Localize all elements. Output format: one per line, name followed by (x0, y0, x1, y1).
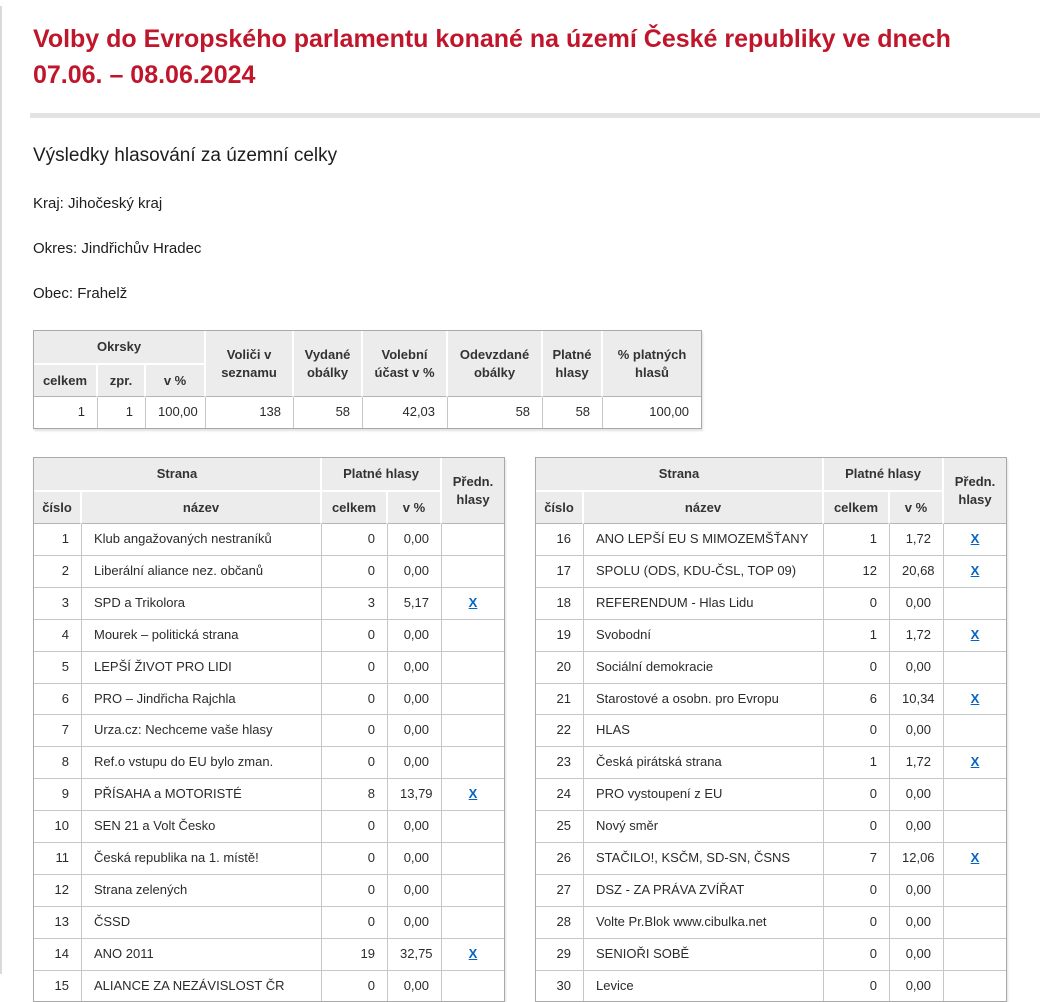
party-pref-cell (442, 652, 504, 684)
party-name: SPOLU (ODS, KDU-ČSL, TOP 09) (584, 556, 824, 588)
party-number: 18 (536, 588, 584, 620)
party-votes-pct: 0,00 (890, 715, 944, 747)
party-votes-pct: 0,00 (388, 652, 442, 684)
party-row (536, 907, 1006, 939)
party-row (536, 971, 1006, 1002)
party-number: 20 (536, 652, 584, 684)
left-subheader-nazev: název (82, 492, 322, 525)
summary-header-ucast: Volební účast v % (363, 331, 448, 397)
party-name: Volte Pr.Blok www.cibulka.net (584, 907, 824, 939)
party-row (34, 620, 504, 652)
party-pref-cell (442, 684, 504, 716)
right-subheader-nazev: název (584, 492, 824, 525)
party-row (34, 907, 504, 939)
party-pref-cell (944, 684, 1006, 716)
party-row (536, 684, 1006, 716)
preferential-votes-link[interactable]: X (970, 626, 980, 642)
party-name: Strana zelených (82, 875, 322, 907)
party-name: PŘÍSAHA a MOTORISTÉ (82, 779, 322, 811)
party-votes-total: 0 (824, 588, 890, 620)
party-number: 4 (34, 620, 82, 652)
party-number: 5 (34, 652, 82, 684)
party-pref-cell (442, 620, 504, 652)
summary-okrsky-celkem: 1 (34, 397, 98, 428)
party-votes-pct: 0,00 (890, 779, 944, 811)
party-name: LEPŠÍ ŽIVOT PRO LIDI (82, 652, 322, 684)
party-name: Levice (584, 971, 824, 1002)
party-row (536, 652, 1006, 684)
preferential-votes-link[interactable]: X (970, 562, 980, 578)
party-votes-pct: 20,68 (890, 556, 944, 588)
party-number: 28 (536, 907, 584, 939)
summary-volici: 138 (206, 397, 294, 428)
party-tables (33, 457, 1039, 1002)
party-row (536, 843, 1006, 875)
party-row (34, 715, 504, 747)
party-votes-pct: 0,00 (388, 620, 442, 652)
party-pref-cell (442, 588, 504, 620)
party-votes-total: 0 (322, 811, 388, 843)
party-number: 24 (536, 779, 584, 811)
party-pref-cell (944, 747, 1006, 779)
left-header-strana: Strana (34, 458, 322, 492)
party-votes-total: 0 (824, 652, 890, 684)
party-name: PRO – Jindřicha Rajchla (82, 684, 322, 716)
party-votes-total: 1 (824, 524, 890, 556)
summary-header-vydane: Vydané obálky (294, 331, 363, 397)
party-votes-pct: 0,00 (388, 556, 442, 588)
party-number: 3 (34, 588, 82, 620)
party-name: DSZ - ZA PRÁVA ZVÍŘAT (584, 875, 824, 907)
party-number: 22 (536, 715, 584, 747)
summary-platne: 58 (543, 397, 603, 428)
summary-pct-platnych: 100,00 (603, 397, 701, 428)
party-row (34, 843, 504, 875)
summary-header-odevzdane: Odevzdané obálky (448, 331, 543, 397)
party-votes-pct: 1,72 (890, 747, 944, 779)
left-subheader-celkem: celkem (322, 492, 388, 525)
party-number: 13 (34, 907, 82, 939)
party-row (536, 811, 1006, 843)
party-row (536, 588, 1006, 620)
party-votes-total: 0 (322, 652, 388, 684)
party-number: 2 (34, 556, 82, 588)
party-votes-pct: 0,00 (890, 588, 944, 620)
party-name: ALIANCE ZA NEZÁVISLOST ČR (82, 971, 322, 1002)
party-pref-cell (944, 620, 1006, 652)
party-row (34, 747, 504, 779)
party-votes-pct: 32,75 (388, 939, 442, 971)
party-name: Česká pirátská strana (584, 747, 824, 779)
summary-okrsky-v-pct: 100,00 (146, 397, 206, 428)
left-header-predn-hlasy: Předn. hlasy (442, 458, 504, 524)
party-number: 16 (536, 524, 584, 556)
party-votes-total: 0 (322, 971, 388, 1002)
party-pref-cell (442, 715, 504, 747)
page-left-edge (0, 6, 2, 974)
party-votes-total: 0 (322, 524, 388, 556)
party-number: 21 (536, 684, 584, 716)
party-row (536, 556, 1006, 588)
party-number: 9 (34, 779, 82, 811)
party-votes-pct: 0,00 (388, 971, 442, 1002)
party-pref-cell (944, 875, 1006, 907)
party-votes-total: 0 (824, 939, 890, 971)
party-number: 14 (34, 939, 82, 971)
party-table-right (535, 457, 1007, 1002)
party-name: Česká republika na 1. místě! (82, 843, 322, 875)
section-title: Výsledky hlasování za územní celky (33, 145, 338, 166)
party-pref-cell (442, 779, 504, 811)
party-number: 11 (34, 843, 82, 875)
party-row (34, 524, 504, 556)
party-votes-total: 1 (824, 747, 890, 779)
summary-header-platne: Platné hlasy (543, 331, 603, 397)
party-row (536, 620, 1006, 652)
summary-vydane: 58 (294, 397, 363, 428)
party-name: REFERENDUM - Hlas Lidu (584, 588, 824, 620)
party-number: 7 (34, 715, 82, 747)
summary-table (33, 330, 702, 429)
party-row (34, 779, 504, 811)
right-header-strana: Strana (536, 458, 824, 492)
party-row (34, 939, 504, 971)
party-name: SPD a Trikolora (82, 588, 322, 620)
party-pref-cell (944, 843, 1006, 875)
party-number: 8 (34, 747, 82, 779)
party-pref-cell (944, 971, 1006, 1002)
summary-subheader-celkem: celkem (34, 365, 98, 398)
party-number: 15 (34, 971, 82, 1002)
left-header-platne-hlasy: Platné hlasy (322, 458, 442, 492)
summary-ucast: 42,03 (363, 397, 448, 428)
summary-subheader-v-pct: v % (146, 365, 206, 398)
party-votes-pct: 0,00 (388, 747, 442, 779)
party-row (34, 588, 504, 620)
party-votes-total: 3 (322, 588, 388, 620)
party-name: SEN 21 a Volt Česko (82, 811, 322, 843)
party-pref-cell (442, 811, 504, 843)
party-votes-pct: 1,72 (890, 524, 944, 556)
summary-data-row (34, 397, 701, 428)
party-name: STAČILO!, KSČM, SD-SN, ČSNS (584, 843, 824, 875)
party-votes-total: 0 (824, 715, 890, 747)
party-name: Nový směr (584, 811, 824, 843)
party-row (34, 684, 504, 716)
party-votes-total: 0 (824, 907, 890, 939)
party-name: Svobodní (584, 620, 824, 652)
party-name: SENIOŘI SOBĚ (584, 939, 824, 971)
party-votes-total: 6 (824, 684, 890, 716)
party-votes-total: 0 (824, 779, 890, 811)
party-votes-pct: 0,00 (388, 684, 442, 716)
party-votes-pct: 0,00 (890, 971, 944, 1002)
party-pref-cell (442, 843, 504, 875)
preferential-votes-link[interactable]: X (970, 690, 980, 706)
party-number: 25 (536, 811, 584, 843)
preferential-votes-link[interactable]: X (468, 945, 478, 961)
preferential-votes-link[interactable]: X (970, 531, 980, 547)
okres-value: Jindřichův Hradec (81, 240, 202, 257)
party-name: Liberální aliance nez. občanů (82, 556, 322, 588)
party-pref-cell (944, 588, 1006, 620)
right-subheader-celkem: celkem (824, 492, 890, 525)
party-row (34, 875, 504, 907)
party-table-left (33, 457, 505, 1002)
party-votes-total: 19 (322, 939, 388, 971)
preferential-votes-link[interactable]: X (468, 786, 478, 802)
right-header-predn-hlasy: Předn. hlasy (944, 458, 1006, 524)
party-row (536, 524, 1006, 556)
party-row (536, 747, 1006, 779)
right-header-platne-hlasy: Platné hlasy (824, 458, 944, 492)
party-pref-cell (944, 652, 1006, 684)
party-votes-pct: 10,34 (890, 684, 944, 716)
party-name: Ref.o vstupu do EU bylo zman. (82, 747, 322, 779)
region-obec (33, 257, 1039, 302)
party-votes-pct: 0,00 (388, 715, 442, 747)
party-votes-total: 8 (322, 779, 388, 811)
party-number: 27 (536, 875, 584, 907)
party-votes-total: 0 (322, 875, 388, 907)
kraj-label: Kraj: (33, 195, 64, 212)
preferential-votes-link[interactable]: X (970, 849, 980, 865)
party-number: 1 (34, 524, 82, 556)
party-name: Urza.cz: Nechceme vaše hlasy (82, 715, 322, 747)
party-pref-cell (944, 556, 1006, 588)
party-pref-cell (944, 779, 1006, 811)
party-votes-total: 0 (824, 971, 890, 1002)
party-name: ČSSD (82, 907, 322, 939)
party-row (536, 779, 1006, 811)
party-number: 12 (34, 875, 82, 907)
party-name: HLAS (584, 715, 824, 747)
party-pref-cell (442, 971, 504, 1002)
party-votes-pct: 0,00 (388, 524, 442, 556)
party-votes-total: 0 (322, 684, 388, 716)
party-votes-pct: 0,00 (388, 907, 442, 939)
party-votes-total: 1 (824, 620, 890, 652)
summary-header-volici: Voliči v seznamu (206, 331, 294, 397)
right-subheader-cislo: číslo (536, 492, 584, 525)
summary-subheader-zpr: zpr. (98, 365, 146, 398)
party-row (34, 971, 504, 1002)
party-votes-pct: 5,17 (388, 588, 442, 620)
party-row (34, 811, 504, 843)
party-votes-pct: 1,72 (890, 620, 944, 652)
party-pref-cell (442, 907, 504, 939)
party-votes-pct: 0,00 (388, 843, 442, 875)
party-name: PRO vystoupení z EU (584, 779, 824, 811)
party-name: Sociální demokracie (584, 652, 824, 684)
party-row (536, 715, 1006, 747)
summary-okrsky-zpr: 1 (98, 397, 146, 428)
party-pref-cell (944, 811, 1006, 843)
party-pref-cell (944, 907, 1006, 939)
party-votes-total: 0 (322, 907, 388, 939)
left-subheader-cislo: číslo (34, 492, 82, 525)
page-title: Volby do Evropského parlamentu konané na území České republiky ve dnech 07.06. – 08.06.2024 (33, 25, 951, 89)
party-votes-total: 0 (824, 811, 890, 843)
summary-header-okrsky: Okrsky (34, 331, 206, 365)
party-pref-cell (944, 939, 1006, 971)
summary-odevzdane: 58 (448, 397, 543, 428)
region-kraj (33, 167, 1039, 212)
preferential-votes-link[interactable]: X (970, 754, 980, 770)
party-votes-pct: 13,79 (388, 779, 442, 811)
party-votes-pct: 0,00 (890, 939, 944, 971)
party-votes-pct: 0,00 (388, 875, 442, 907)
party-votes-total: 12 (824, 556, 890, 588)
party-pref-cell (442, 747, 504, 779)
party-number: 29 (536, 939, 584, 971)
summary-header-pct-platnych: % platných hlasů (603, 331, 701, 397)
party-votes-total: 0 (322, 747, 388, 779)
party-name: ANO 2011 (82, 939, 322, 971)
party-pref-cell (442, 524, 504, 556)
preferential-votes-link[interactable]: X (468, 594, 478, 610)
party-row (34, 556, 504, 588)
party-name: Klub angažovaných nestraníků (82, 524, 322, 556)
party-votes-total: 0 (322, 715, 388, 747)
party-votes-total: 7 (824, 843, 890, 875)
party-name: ANO LEPŠÍ EU S MIMOZEMŠŤANY (584, 524, 824, 556)
party-votes-pct: 0,00 (890, 907, 944, 939)
party-votes-pct: 12,06 (890, 843, 944, 875)
party-votes-pct: 0,00 (890, 652, 944, 684)
party-name: Starostové a osobn. pro Evropu (584, 684, 824, 716)
party-votes-pct: 0,00 (388, 811, 442, 843)
region-okres (33, 212, 1039, 257)
party-number: 10 (34, 811, 82, 843)
party-row (34, 652, 504, 684)
right-subheader-v-pct: v % (890, 492, 944, 525)
party-votes-total: 0 (322, 620, 388, 652)
party-number: 30 (536, 971, 584, 1002)
party-votes-pct: 0,00 (890, 811, 944, 843)
party-name: Mourek – politická strana (82, 620, 322, 652)
party-row (536, 875, 1006, 907)
party-number: 17 (536, 556, 584, 588)
party-pref-cell (442, 875, 504, 907)
party-pref-cell (944, 715, 1006, 747)
title-divider (30, 113, 1040, 118)
party-votes-total: 0 (824, 875, 890, 907)
party-number: 6 (34, 684, 82, 716)
party-number: 23 (536, 747, 584, 779)
left-subheader-v-pct: v % (388, 492, 442, 525)
party-pref-cell (442, 556, 504, 588)
party-number: 26 (536, 843, 584, 875)
party-pref-cell (442, 939, 504, 971)
obec-value: Frahelž (77, 285, 128, 302)
okres-label: Okres: (33, 240, 78, 257)
kraj-value: Jihočeský kraj (68, 195, 163, 212)
party-votes-total: 0 (322, 556, 388, 588)
party-number: 19 (536, 620, 584, 652)
party-pref-cell (944, 524, 1006, 556)
party-votes-pct: 0,00 (890, 875, 944, 907)
party-row (536, 939, 1006, 971)
obec-label: Obec: (33, 285, 74, 302)
party-votes-total: 0 (322, 843, 388, 875)
